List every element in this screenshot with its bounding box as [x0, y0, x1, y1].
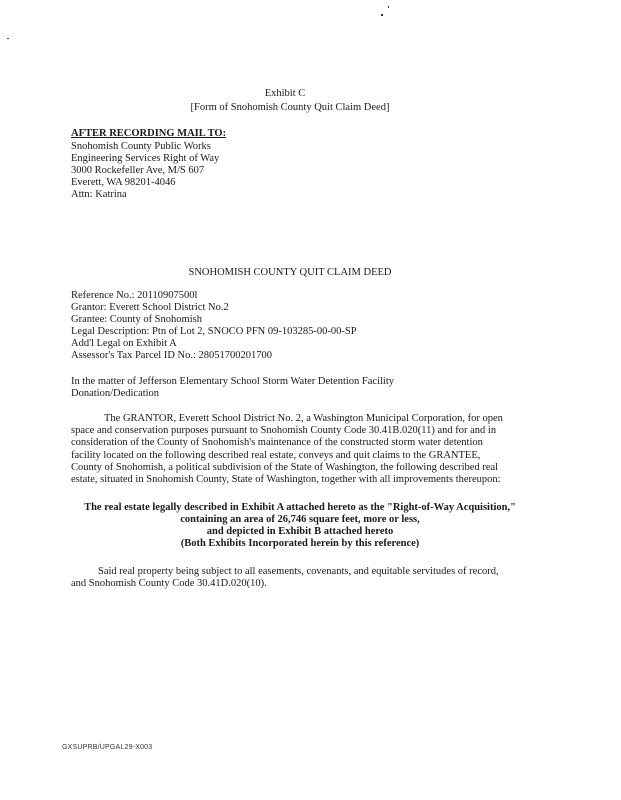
- mail-to-line: Everett, WA 98201-4046: [71, 177, 176, 188]
- paragraph-line: and Snohomish County Code 30.41D.020(10).: [71, 578, 267, 590]
- legal-block-line: (Both Exhibits Incorporated herein by this reference): [180, 538, 420, 549]
- mail-to-heading: AFTER RECORDING MAIL TO:: [71, 128, 227, 139]
- exhibit-title: Exhibit C: [264, 88, 306, 99]
- mail-to-line: Engineering Services Right of Way: [71, 153, 220, 164]
- legal-block-line: The real estate legally described in Exhibit A attached hereto as the "Right-of-Way Acquisition,": [84, 502, 516, 513]
- mail-to-line: Snohomish County Public Works: [71, 141, 211, 152]
- deed-title: SNOHOMISH COUNTY QUIT CLAIM DEED: [188, 267, 392, 278]
- mail-to-line: Attn: Katrina: [71, 189, 127, 200]
- exhibit-subtitle: [Form of Snohomish County Quit Claim Deed]: [190, 102, 390, 113]
- legal-description: Legal Description: Ptn of Lot 2, SNOCO PFN 09-103285-00-00-SP: [71, 326, 357, 337]
- scan-speck: [388, 6, 389, 8]
- additional-legal: Add'l Legal on Exhibit A: [71, 338, 177, 349]
- paragraph-line: The GRANTOR, Everett School District No. 2, a Washington Municipal Corporation, for open: [104, 413, 503, 424]
- legal-block-line: containing an area of 26,746 square feet, more or less,: [180, 514, 420, 525]
- paragraph-line: County of Snohomish, a political subdivision of the State of Washington, the following described real: [71, 461, 499, 473]
- paragraph-line: space and conservation purposes pursuant to Snohomish County Code 30.41B.020(11) and for and in: [71, 425, 497, 437]
- matter-line: Donation/Dedication: [71, 388, 160, 399]
- reference-number: Reference No.: 20110907500l: [71, 290, 198, 301]
- paragraph-line: consideration of the County of Snohomish's maintenance of the constructed storm water detention: [71, 437, 483, 449]
- mail-to-line: 3000 Rockefeller Ave, M/S 607: [71, 165, 205, 176]
- subject-paragraph: [71, 566, 521, 590]
- grantor: Grantor: Everett School District No.2: [71, 302, 229, 313]
- matter-line: In the matter of Jefferson Elementary School Storm Water Detention Facility: [71, 376, 395, 387]
- legal-block-line: and depicted in Exhibit B attached hereto: [206, 526, 394, 537]
- grantor-paragraph: [71, 413, 521, 486]
- paragraph-line: Said real property being subject to all easements, covenants, and equitable servitudes of record,: [98, 566, 499, 577]
- paragraph-line: facility located on the following described real estate, conveys and quit claims to the GRANTEE,: [71, 449, 481, 461]
- grantee: Grantee: County of Snohomish: [71, 314, 202, 325]
- footer-code: GXSUPRB/UPGAL29-X003: [62, 744, 153, 751]
- tax-parcel-id: Assessor's Tax Parcel ID No.: 28051700201700: [71, 350, 273, 361]
- scan-speck: [7, 38, 9, 39]
- scan-speck: [381, 14, 383, 16]
- paragraph-line: estate, situated in Snohomish County, State of Washington, together with all improvements thereupon:: [71, 474, 501, 486]
